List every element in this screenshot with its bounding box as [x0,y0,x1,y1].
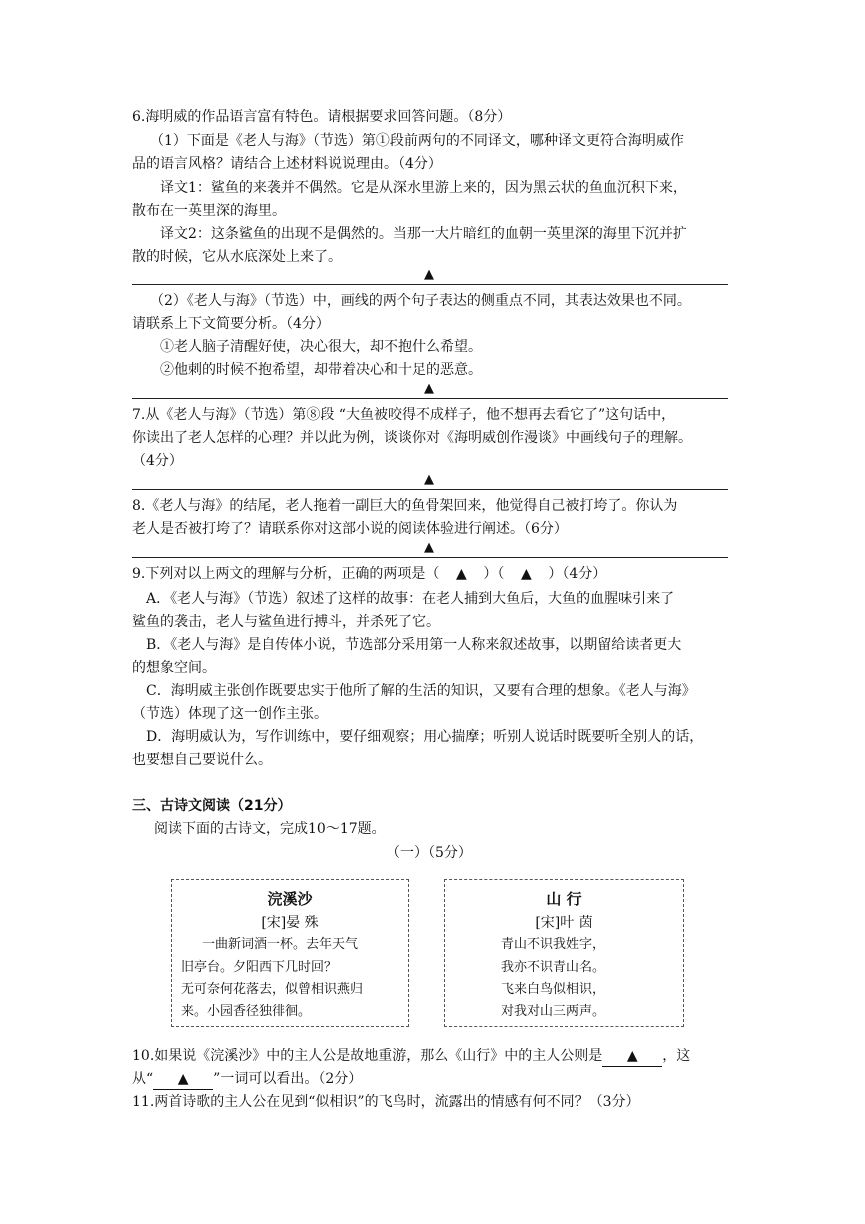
q10-line2-post: ”一词可以看出。（2分） [213,1071,363,1087]
q7-line1: 7.从《老人与海》（节选）第⑧段 “大鱼被咬得不成样子，他不想再去看它了”这句话中， [132,407,676,423]
part-heading: （一）（5分） [386,845,472,861]
section-intro: 阅读下面的古诗文，完成10～17题。 [154,821,386,837]
q10-blank2[interactable]: ▲ [153,1069,213,1090]
q6-translation1-line2: 散布在一英里深的海里。 [132,203,286,219]
q9-option-b-line1: B．《老人与海》是自传体小说，节选部分采用第一人称来叙述故事，以期留给读者更大 [146,637,682,653]
q8-line1: 8.《老人与海》的结尾，老人拖着一副巨大的鱼骨架回来，他觉得自己被打垮了。你认为 [132,498,678,514]
answer-marker: ▲ [424,381,434,396]
q10-line2 [132,1069,362,1090]
poem-author: [宋]晏 殊 [261,915,319,931]
poem-line: 无可奈何花落去，似曾相识燕归 [181,982,364,997]
q9-option-d-line2: 也要想自己要说什么。 [132,752,272,768]
q9-option-a-line2: 鲨鱼的袭击，老人与鲨鱼进行搏斗，并杀死了它。 [132,614,440,630]
q6-translation1-line1: 译文1：鲨鱼的来袭并不偶然。它是从深水里游上来的，因为黑云状的鱼血沉积下来， [160,180,687,196]
q10-blank1[interactable]: ▲ [602,1046,662,1067]
q9-option-a-line1: A．《老人与海》（节选）叙述了这样的故事：在老人捕到大鱼后，大鱼的血腥味引来了 [146,591,675,607]
q6-sentence2: ②他刺的时候不抱希望，却带着决心和十足的恶意。 [160,362,482,378]
q6-stem: 6.海明威的作品语言富有特色。请根据要求回答问题。（8分） [132,109,512,125]
poem-box-huanxisha [171,879,409,1027]
q9-stem-pre: 9.下列对以上两文的理解与分析，正确的两项是（ [132,566,440,582]
poem-title: 山 行 [546,890,582,908]
q6-sub1-line2: 品的语言风格？请结合上述材料说说理由。（4分） [132,156,442,172]
q9-stem-post: ）（4分） [548,566,607,582]
poem-line: 对我对山三两声。 [501,1004,606,1019]
q6-sub1-line1: （1）下面是《老人与海》（节选）第①段前两句的不同译文，哪种译文更符合海明威作 [150,133,684,149]
q10-line2-pre: 从“ [132,1071,154,1087]
answer-marker: ▲ [424,267,434,282]
q9-option-b-line2: 的想象空间。 [132,660,216,676]
poem-box-shanxing [444,879,684,1027]
q9-stem [132,564,606,584]
poem-author: [宋]叶 茵 [535,915,593,931]
answer-line [132,398,728,399]
q9-option-d-line1: D．海明威认为，写作训练中，要仔细观察；用心揣摩；听别人说话时既要听全别人的话， [146,729,704,745]
q10-text-post: ，这 [662,1048,691,1064]
answer-line [132,489,728,490]
answer-marker: ▲ [424,472,434,487]
q7-line2: 你读出了老人怎样的心理？并以此为例，谈谈你对《海明威创作漫谈》中画线句子的理解。 [132,430,692,446]
q6-translation2-line2: 散的时候，它从水底深处上来了。 [132,249,342,265]
poem-line: 旧亭台。夕阳西下几时回？ [181,960,338,975]
q6-translation2-line1: 译文2：这条鲨鱼的出现不是偶然的。当那一大片暗红的血朝一英里深的海里下沉并扩 [160,226,687,242]
poem-line: 来。小园香径独徘徊。 [181,1004,312,1019]
q7-line3: （4分） [132,453,183,469]
poem-line: 一曲新词酒一杯。去年天气 [202,937,359,952]
q10-text-pre: 10.如果说《浣溪沙》中的主人公是故地重游，那么《山行》中的主人公则是 [132,1048,603,1064]
poem-line: 飞来白鸟似相识， [501,982,606,997]
poem-line: 我亦不识青山名。 [501,960,606,975]
q6-sub2-line1: （2）《老人与海》（节选）中，画线的两个句子表达的侧重点不同，其表达效果也不同。 [150,293,691,309]
q11-line1: 11.两首诗歌的主人公在见到“似相识”的飞鸟时，流露出的情感有何不同？（3分） [132,1094,640,1110]
answer-line [132,557,728,558]
q8-line2: 老人是否被打垮了？请联系你对这部小说的阅读体验进行阐述。（6分） [132,521,568,537]
q6-sentence1: ①老人脑子清醒好使，决心很大，却不抱什么希望。 [160,339,482,355]
q9-option-c-line1: C．海明威主张创作既要忠实于他所了解的生活的知识，又要有合理的想象。《老人与海》 [146,683,696,699]
answer-marker: ▲ [424,540,434,555]
answer-line [132,284,728,285]
q9-blank2[interactable]: ▲ [520,566,532,582]
q10-line1 [132,1046,690,1067]
q9-stem-mid: ）（ [483,566,505,582]
poem-title: 浣溪沙 [267,890,313,908]
section-title: 三、古诗文阅读（21分） [132,798,292,814]
poem-line: 青山不识我姓字， [501,937,606,952]
q9-option-c-line2: （节选）体现了这一创作主张。 [132,706,328,722]
q6-sub2-line2: 请联系上下文简要分析。（4分） [132,316,330,332]
q9-blank1[interactable]: ▲ [455,566,467,582]
